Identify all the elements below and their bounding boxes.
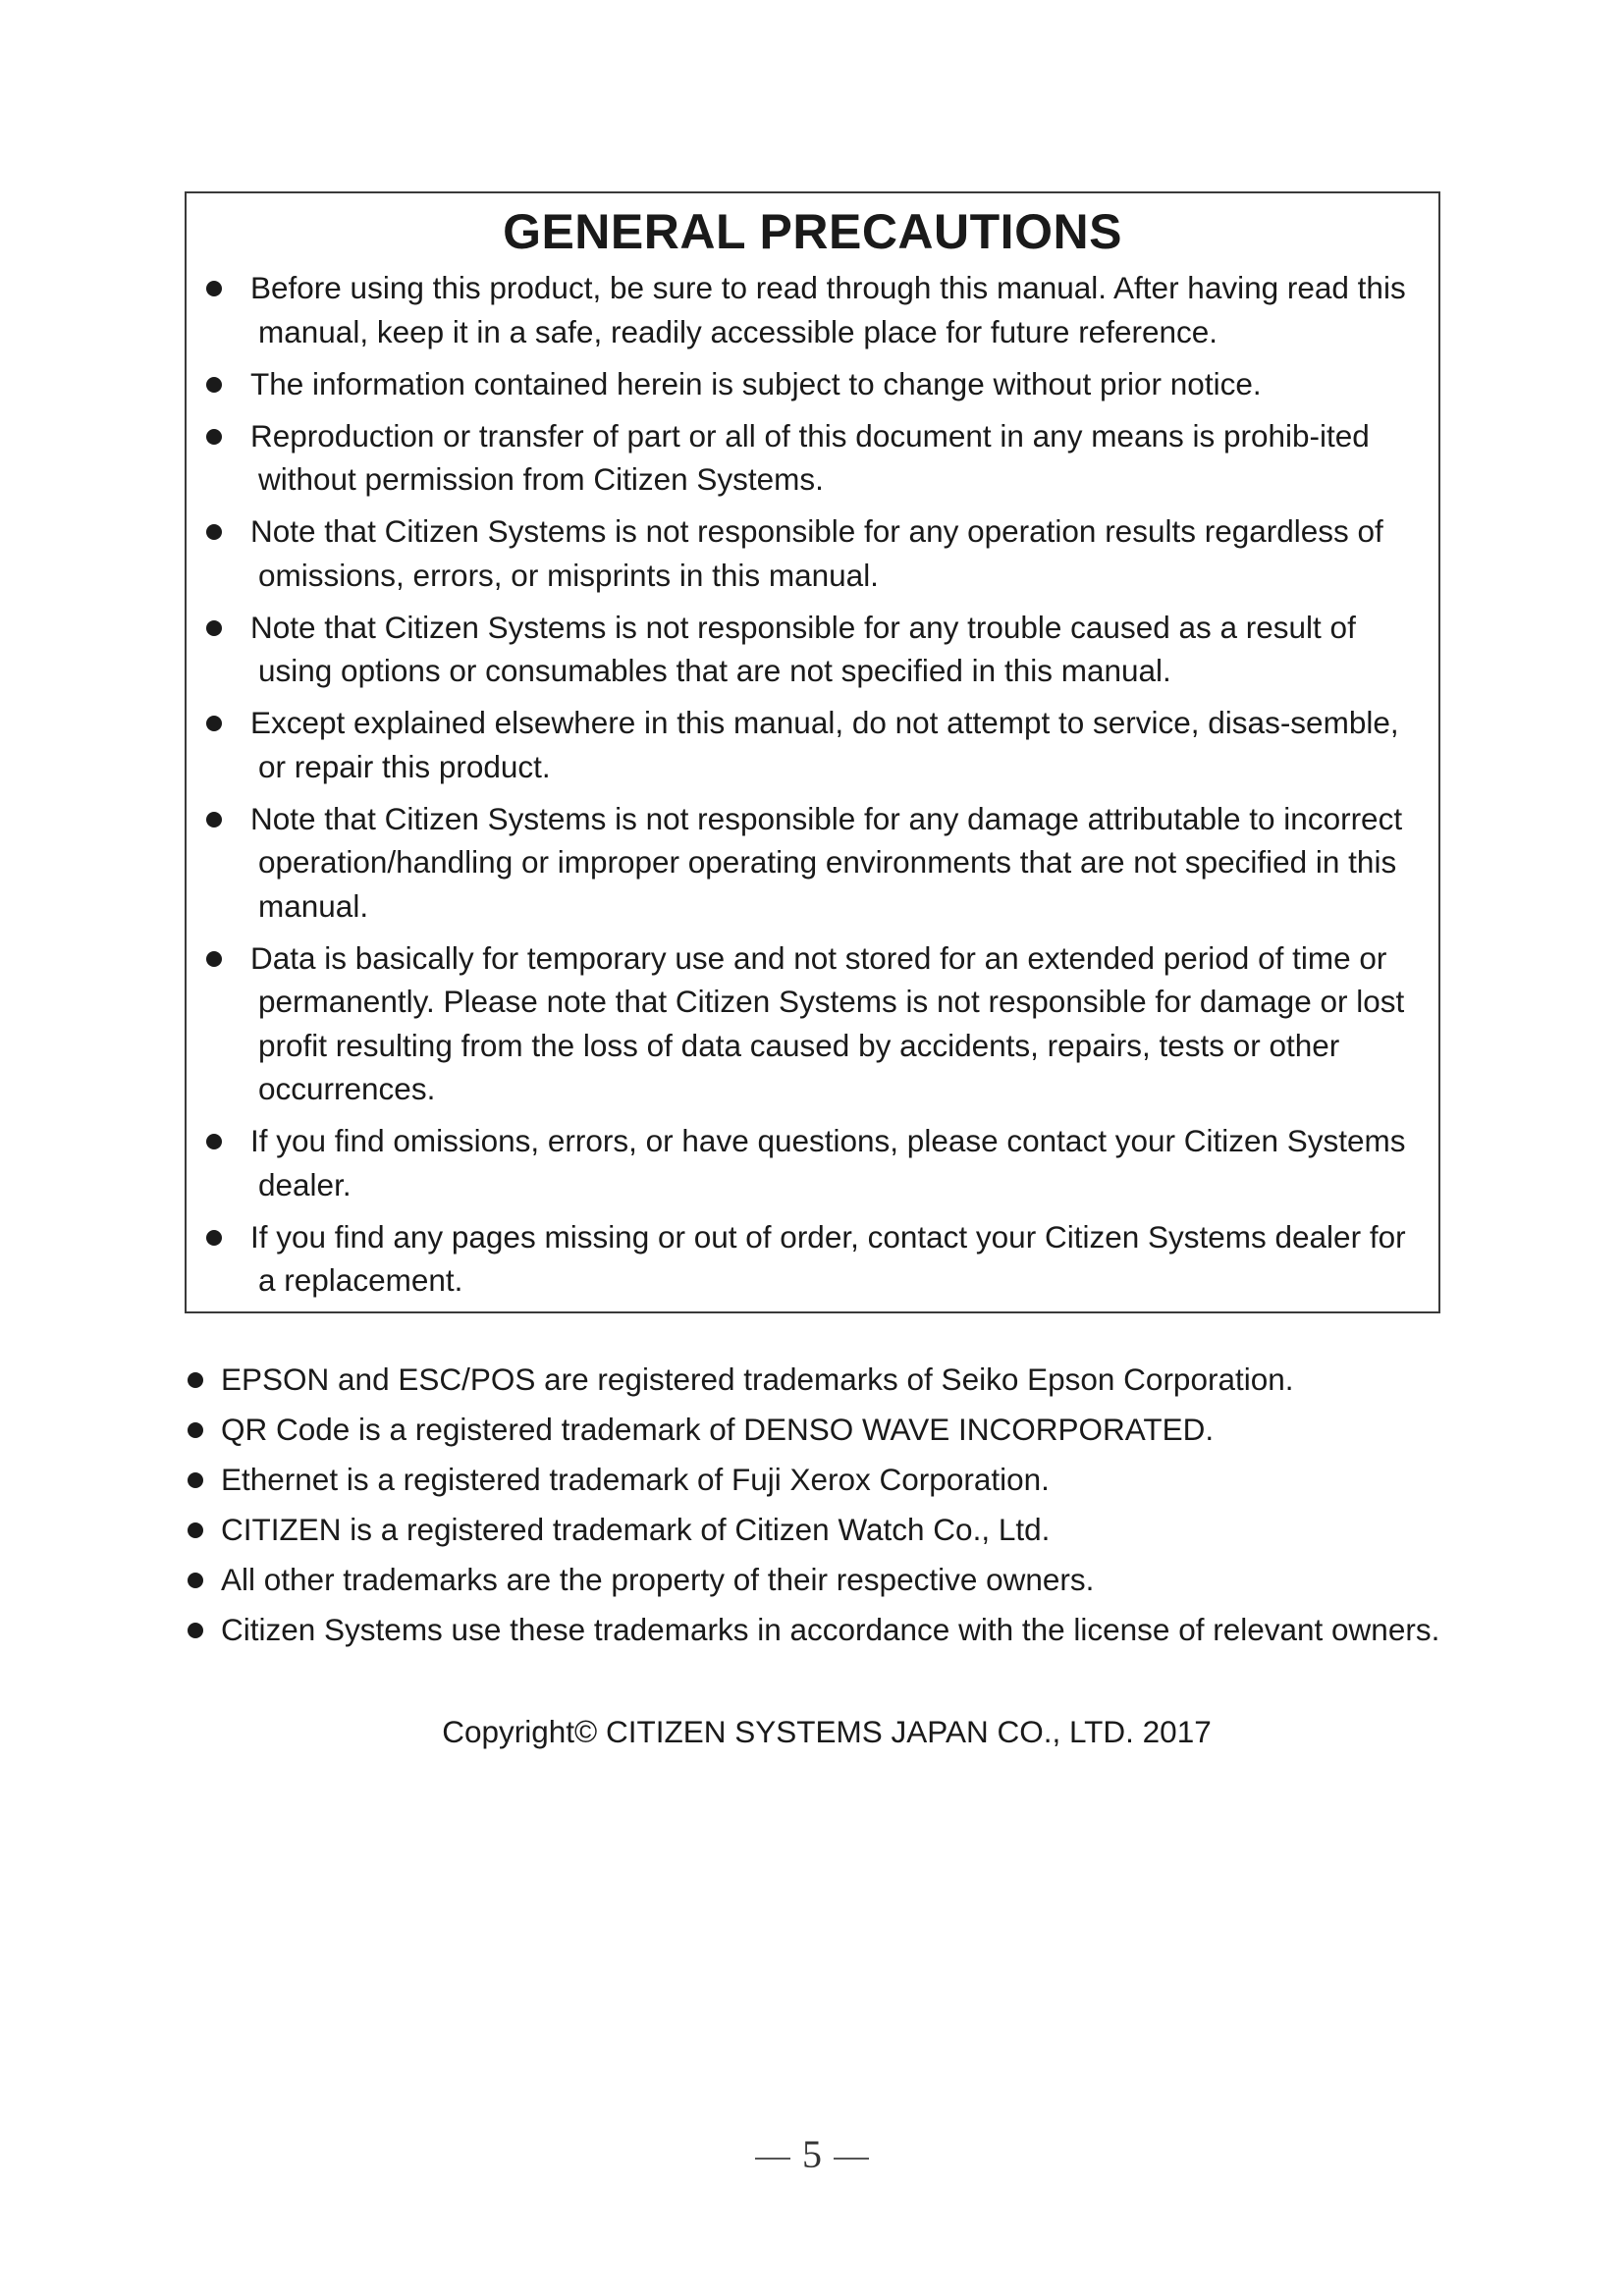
trademarks-section [185, 1359, 1451, 1659]
precaution-item: Before using this product, be sure to read through this manual. After having read this manual, keep it in a safe, readily accessible place for future reference. [206, 266, 1419, 353]
trademark-item: CITIZEN is a registered trademark of Citizen Watch Co., Ltd. [185, 1509, 1451, 1550]
trademark-item: Citizen Systems use these trademarks in accordance with the license of relevant owners. [185, 1609, 1451, 1650]
precaution-item: If you find any pages missing or out of order, contact your Citizen Systems dealer for a replacement. [206, 1215, 1419, 1303]
trademarks-list [185, 1359, 1451, 1650]
dash-right [834, 2158, 869, 2160]
precaution-item: Except explained elsewhere in this manual, do not attempt to service, disas-semble, or repair this product. [206, 701, 1419, 788]
precaution-item: Data is basically for temporary use and not stored for an extended period of time or permanently. Please note that Citizen Systems is not responsible for damage or lost profit resulting from the loss of data caused by accidents, repairs, tests or other occurrences. [206, 936, 1419, 1111]
dash-left [755, 2158, 790, 2160]
precaution-item: Note that Citizen Systems is not responsible for any operation results regardless of omissions, errors, or misprints in this manual. [206, 509, 1419, 597]
page-number: 5 [802, 2132, 822, 2176]
precautions-list [206, 266, 1419, 1303]
copyright-notice: Copyright© CITIZEN SYSTEMS JAPAN CO., LTD. 2017 [442, 1714, 1212, 1749]
trademark-item: All other trademarks are the property of their respective owners. [185, 1559, 1451, 1600]
general-precautions-box [185, 191, 1440, 1313]
trademark-item: Ethernet is a registered trademark of Fuji Xerox Corporation. [185, 1459, 1451, 1500]
precaution-item: The information contained herein is subject to change without prior notice. [206, 362, 1419, 406]
precaution-item: Reproduction or transfer of part or all of this document in any means is prohib-ited without permission from Citizen Systems. [206, 414, 1419, 502]
general-precautions-title: GENERAL PRECAUTIONS [503, 204, 1122, 259]
trademark-item: EPSON and ESC/POS are registered trademarks of Seiko Epson Corporation. [185, 1359, 1451, 1400]
precaution-item: Note that Citizen Systems is not responsible for any trouble caused as a result of using options or consumables that are not specified in this manual. [206, 606, 1419, 693]
trademark-item: QR Code is a registered trademark of DENSO WAVE INCORPORATED. [185, 1409, 1451, 1450]
precaution-item: Note that Citizen Systems is not responsible for any damage attributable to incorrect operation/handling or improper operating environments that are not specified in this manual. [206, 797, 1419, 929]
precaution-item: If you find omissions, errors, or have questions, please contact your Citizen Systems dealer. [206, 1119, 1419, 1206]
page-number-footer [0, 2131, 1624, 2178]
